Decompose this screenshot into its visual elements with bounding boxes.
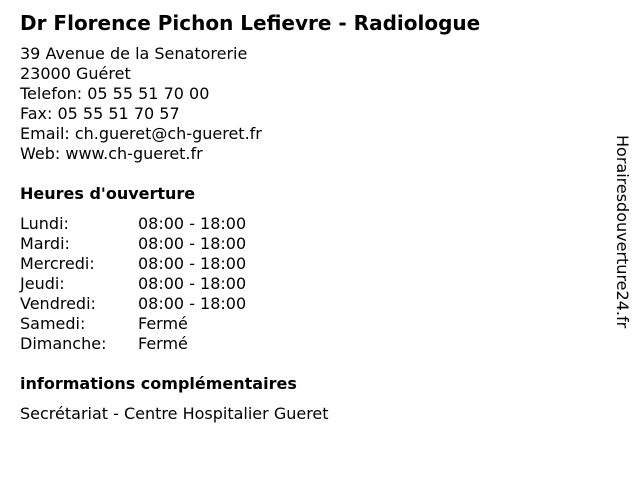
time-value: 08:00 - 18:00	[138, 254, 247, 273]
day-label: Mardi:	[20, 234, 70, 253]
phone-number: Telefon: 05 55 51 70 00	[20, 84, 210, 103]
additional-info-text: Secrétariat - Centre Hospitalier Gueret	[20, 404, 329, 423]
site-watermark: Horairesdouverture24.fr	[613, 135, 632, 329]
website: Web: www.ch-gueret.fr	[20, 144, 203, 163]
opening-hours-heading: Heures d'ouverture	[20, 184, 196, 203]
day-label: Lundi:	[20, 214, 69, 233]
city-postcode: 23000 Guéret	[20, 64, 131, 83]
email-address: Email: ch.gueret@ch-gueret.fr	[20, 124, 262, 143]
time-value: 08:00 - 18:00	[138, 214, 247, 233]
additional-info-heading: informations complémentaires	[20, 374, 297, 393]
time-value: 08:00 - 18:00	[138, 274, 247, 293]
time-value: 08:00 - 18:00	[138, 294, 247, 313]
day-label: Vendredi:	[20, 294, 96, 313]
day-label: Samedi:	[20, 314, 86, 333]
time-value: Fermé	[138, 314, 188, 333]
contact-block	[20, 44, 262, 164]
day-label: Jeudi:	[20, 274, 65, 293]
time-value: Fermé	[138, 334, 188, 353]
street-address: 39 Avenue de la Senatorerie	[20, 44, 248, 63]
page-title: Dr Florence Pichon Lefievre - Radiologue	[20, 11, 481, 35]
day-label: Mercredi:	[20, 254, 95, 273]
day-label: Dimanche:	[20, 334, 107, 353]
time-value: 08:00 - 18:00	[138, 234, 247, 253]
fax-number: Fax: 05 55 51 70 57	[20, 104, 180, 123]
